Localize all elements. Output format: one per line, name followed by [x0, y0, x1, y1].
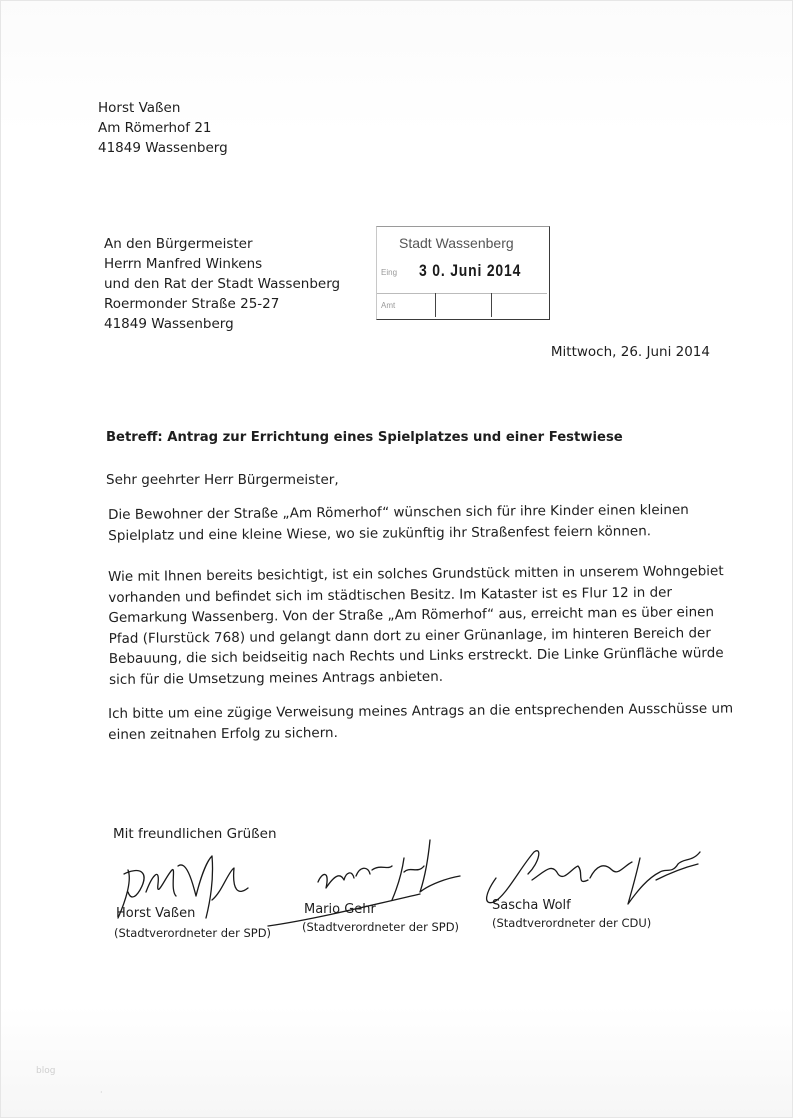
paragraph-line: sich für die Umsetzung meines Antrags anbieten. [109, 668, 444, 688]
paragraph-line: Ich bitte um eine zügige Verweisung meines Antrags an die entsprechenden Ausschüsse um [108, 700, 734, 722]
stamp-date: 3 0. Juni 2014 [419, 261, 522, 280]
letter-date: Mittwoch, 26. Juni 2014 [550, 344, 710, 360]
signature-stroke [590, 862, 632, 878]
signatory-role: (Stadtverordneter der SPD) [114, 926, 272, 940]
signature-stroke [392, 840, 460, 900]
signatory-name: Sascha Wolf [492, 898, 571, 913]
body-paragraph [108, 500, 718, 546]
signature-stroke [318, 873, 354, 888]
salutation: Sehr geehrter Herr Bürgermeister, [106, 472, 339, 488]
recipient-line-1: An den Bürgermeister [104, 236, 253, 252]
signatory-role: (Stadtverordneter der SPD) [302, 920, 460, 934]
paragraph-line: Die Bewohner der Straße „Am Römerhof“ wünschen sich für ihre Kinder einen kleinen [108, 501, 689, 523]
sender-street: Am Römerhof 21 [98, 120, 212, 136]
stamp-title: Stadt Wassenberg [399, 235, 514, 251]
paragraph-line: Pfad (Flurstück 768) und gelangt dann dort zu einer Grünanlage, im hinteren Bereich der [108, 624, 711, 647]
paragraph-line: Bebauung, die sich beidseitig nach Rechts und Links erstreckt. Die Linke Grünfläche würde [108, 645, 724, 667]
signature-stroke [356, 866, 392, 876]
recipient-line-2: Herrn Manfred Winkens [104, 256, 263, 272]
recipient-line-4: Roermonder Straße 25-27 [104, 296, 280, 312]
paragraph-line: einen zeitnahen Erfolg zu sichern. [108, 724, 338, 743]
scan-mark: · [100, 1088, 103, 1097]
signature-stroke [487, 851, 539, 903]
body-paragraph [108, 561, 724, 690]
stamp-amt-row [377, 293, 547, 318]
stamp-divider [491, 293, 492, 317]
watermark-text: blog [36, 1066, 56, 1076]
paragraph-line: Gemarkung Wassenberg. Von der Straße „Am Römerhof“ aus, erreicht man es über einen [108, 604, 715, 626]
receipt-stamp [376, 226, 550, 320]
signature-stroke [212, 868, 248, 900]
signatory-role: (Stadtverordneter der CDU) [492, 916, 652, 930]
sender-address [98, 98, 228, 158]
closing: Mit freundlichen Grüßen [113, 826, 277, 842]
signature-stroke [146, 870, 176, 896]
signatory-name: Horst Vaßen [116, 906, 196, 921]
paragraph-line: Wie mit Ihnen bereits besichtigt, ist ein solches Grundstück mitten in unserem Wohngebiet [108, 563, 724, 585]
signature-stroke [628, 852, 700, 904]
subject-line: Betreff: Antrag zur Errichtung eines Spielplatzes und einer Festwiese [106, 430, 623, 445]
signatory-name: Mario Gehr [304, 902, 376, 917]
stamp-divider [435, 293, 436, 317]
body-paragraph [108, 699, 734, 745]
paragraph-line: vorhanden und befindet sich im städtischen Besitz. Im Kataster ist es Flur 12 in der [108, 584, 673, 606]
paragraph-line: Spielplatz und eine kleine Wiese, wo sie zukünftig ihr Straßenfest feiern können. [108, 522, 652, 544]
stamp-eing-label: Eing [381, 268, 398, 277]
recipient-line-5: 41849 Wassenberg [104, 316, 234, 332]
stamp-amt-label: Amt [381, 301, 396, 310]
recipient-address [104, 234, 340, 334]
sender-name: Horst Vaßen [98, 100, 181, 116]
signature-stroke [656, 864, 698, 880]
sender-city: 41849 Wassenberg [98, 140, 228, 156]
recipient-line-3: und den Rat der Stadt Wassenberg [104, 276, 341, 292]
signature-stroke [532, 866, 588, 881]
